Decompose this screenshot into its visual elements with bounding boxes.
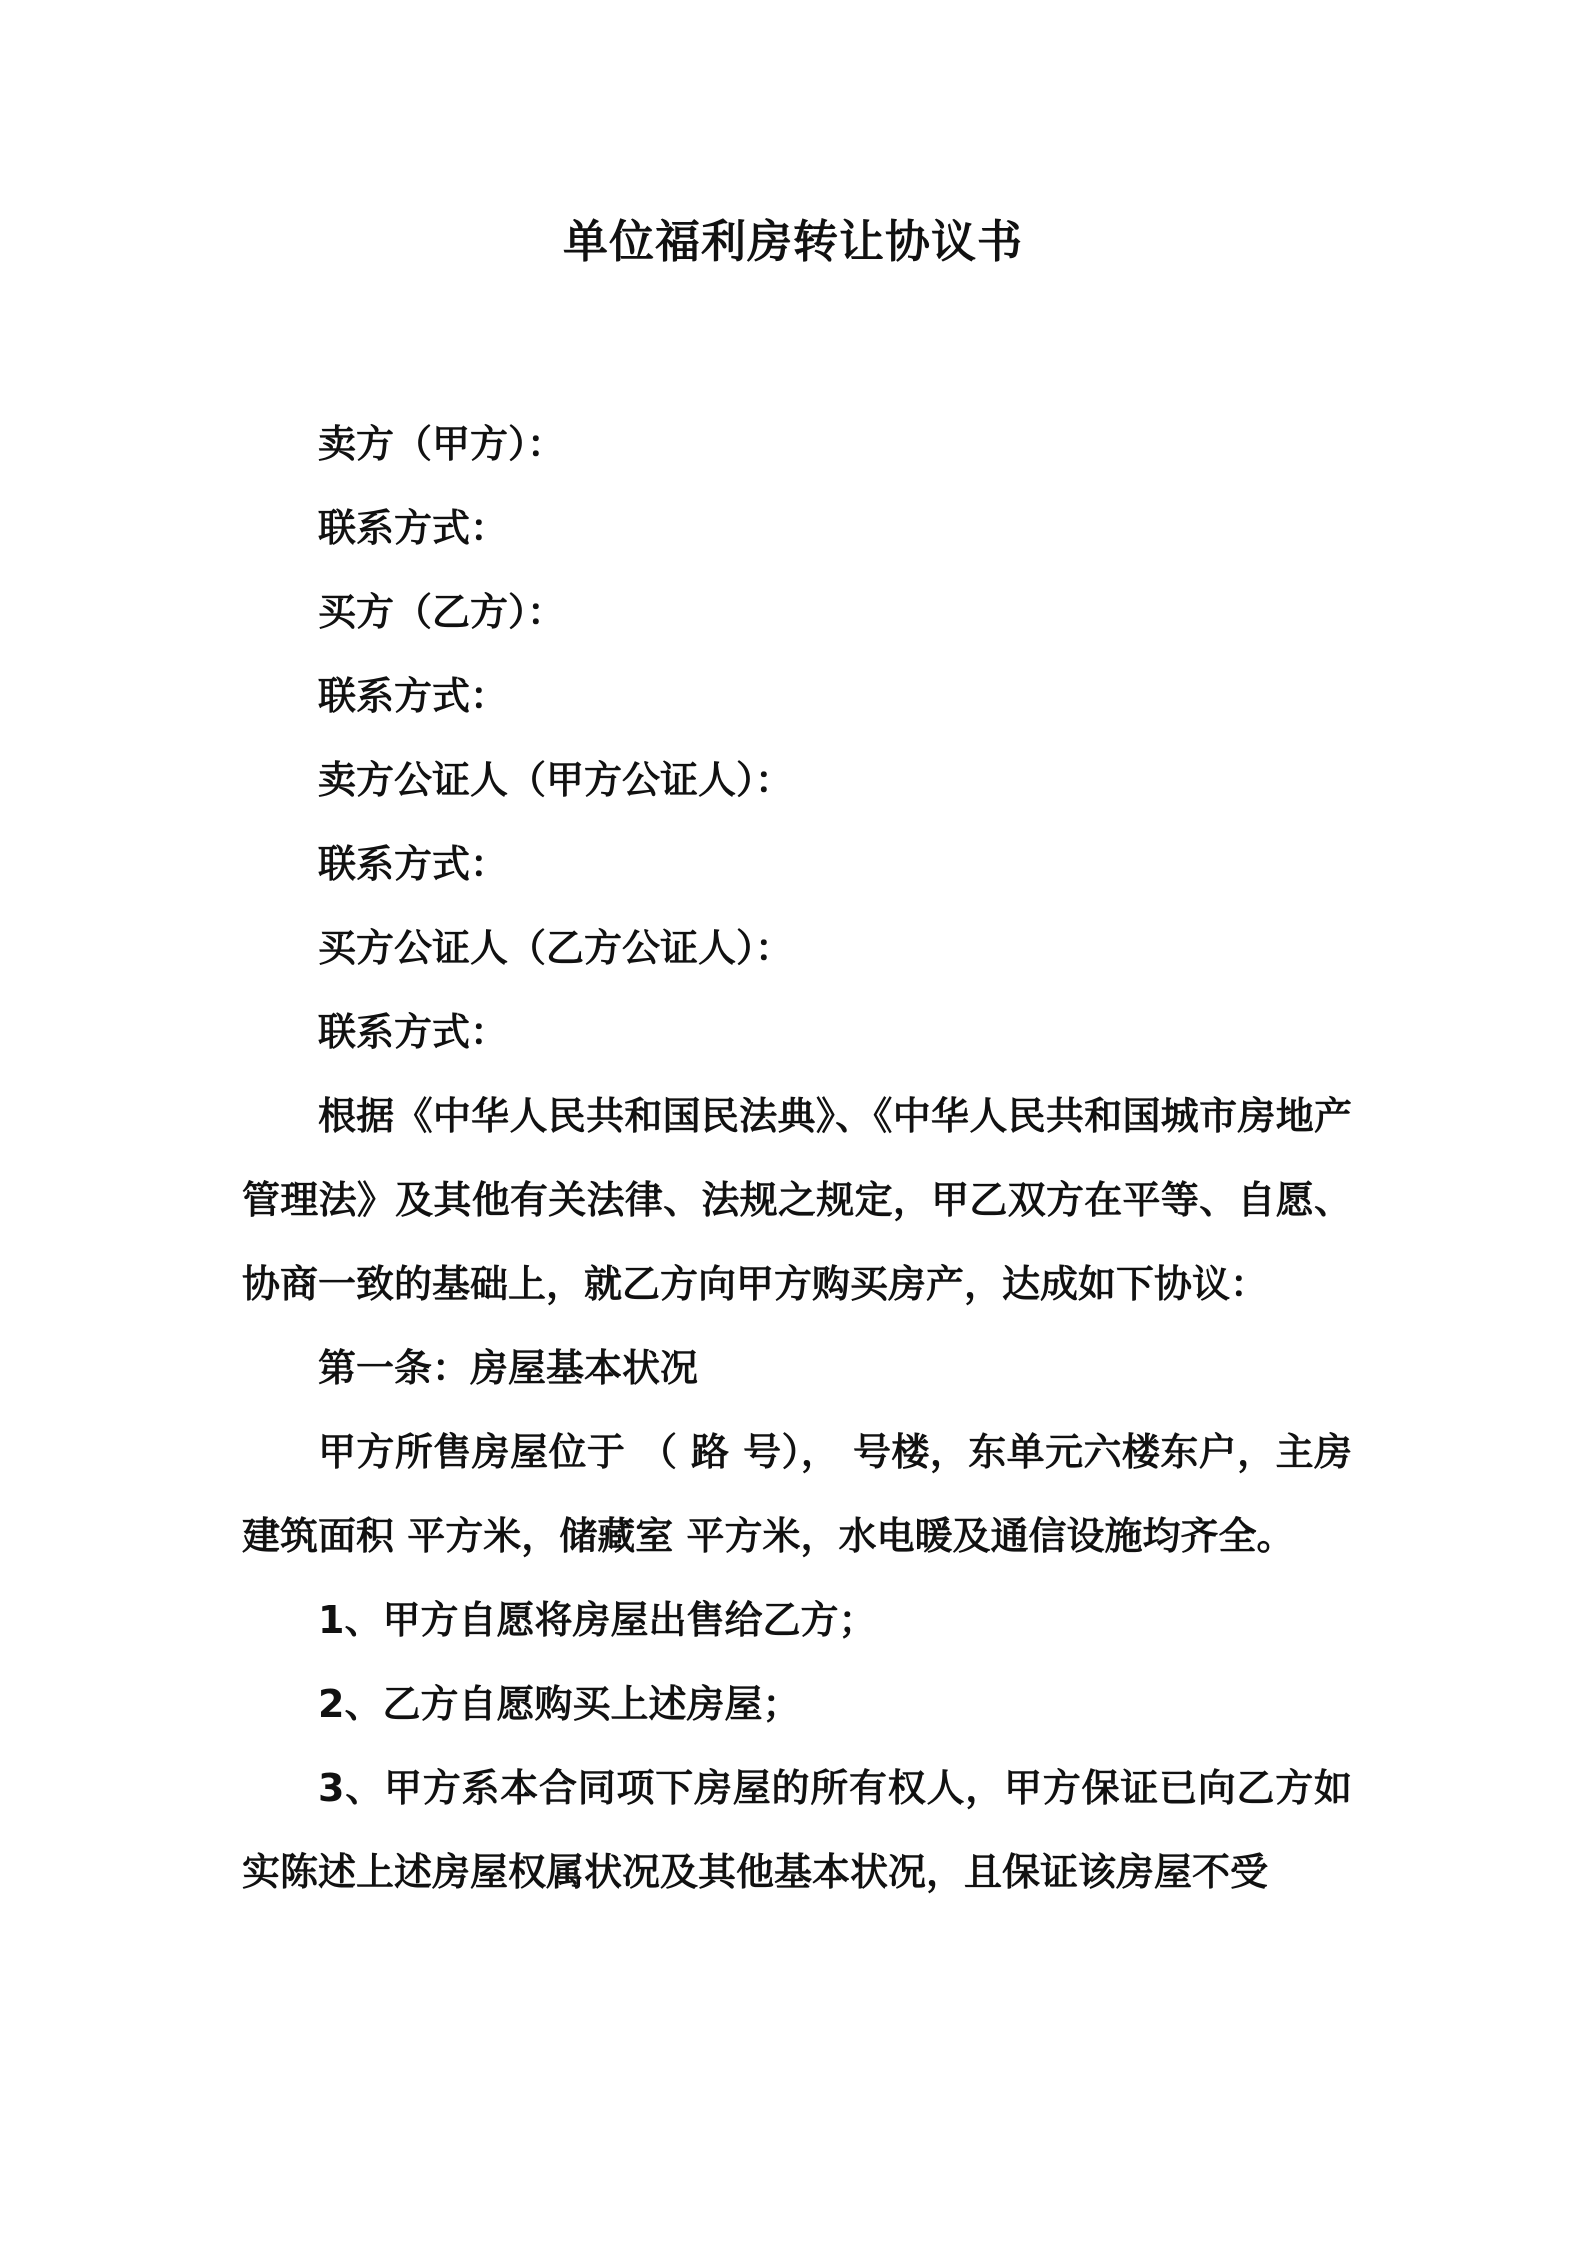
buyer-field: 买方（乙方）： [318, 590, 566, 634]
seller-contact-field: 联系方式： [318, 506, 509, 550]
seller-field: 卖方（甲方）： [318, 422, 566, 466]
clause-3: 3、甲方系本合同项下房屋的所有权人，甲方保证已向乙方如实陈述上述房屋权属状况及其他基本状况，且保证该房屋不受 [242, 1766, 1352, 1894]
property-description-paragraph: 甲方所售房屋位于 （ 路 号）， 号楼，东单元六楼东户，主房建筑面积 平方米，储藏室 平方米，水电暖及通信设施均齐全。 [242, 1430, 1352, 1558]
preamble-paragraph: 根据《中华人民共和国民法典》、《中华人民共和国城市房地产管理法》及其他有关法律、法规之规定，甲乙双方在平等、自愿、协商一致的基础上，就乙方向甲方购买房产，达成如下协议： [242, 1094, 1352, 1306]
clause-2: 2、乙方自愿购买上述房屋； [318, 1682, 801, 1726]
seller-notary-contact-field: 联系方式： [318, 842, 509, 886]
document-body [242, 402, 1352, 1914]
buyer-notary-field: 买方公证人（乙方公证人）： [318, 926, 794, 970]
seller-notary-field: 卖方公证人（甲方公证人）： [318, 758, 794, 802]
article-one-heading: 第一条：房屋基本状况 [318, 1346, 699, 1390]
clause-1: 1、甲方自愿将房屋出售给乙方； [318, 1598, 877, 1642]
buyer-notary-contact-field: 联系方式： [318, 1010, 509, 1054]
document-title: 单位福利房转让协议书 [562, 215, 1023, 268]
buyer-contact-field: 联系方式： [318, 674, 509, 718]
